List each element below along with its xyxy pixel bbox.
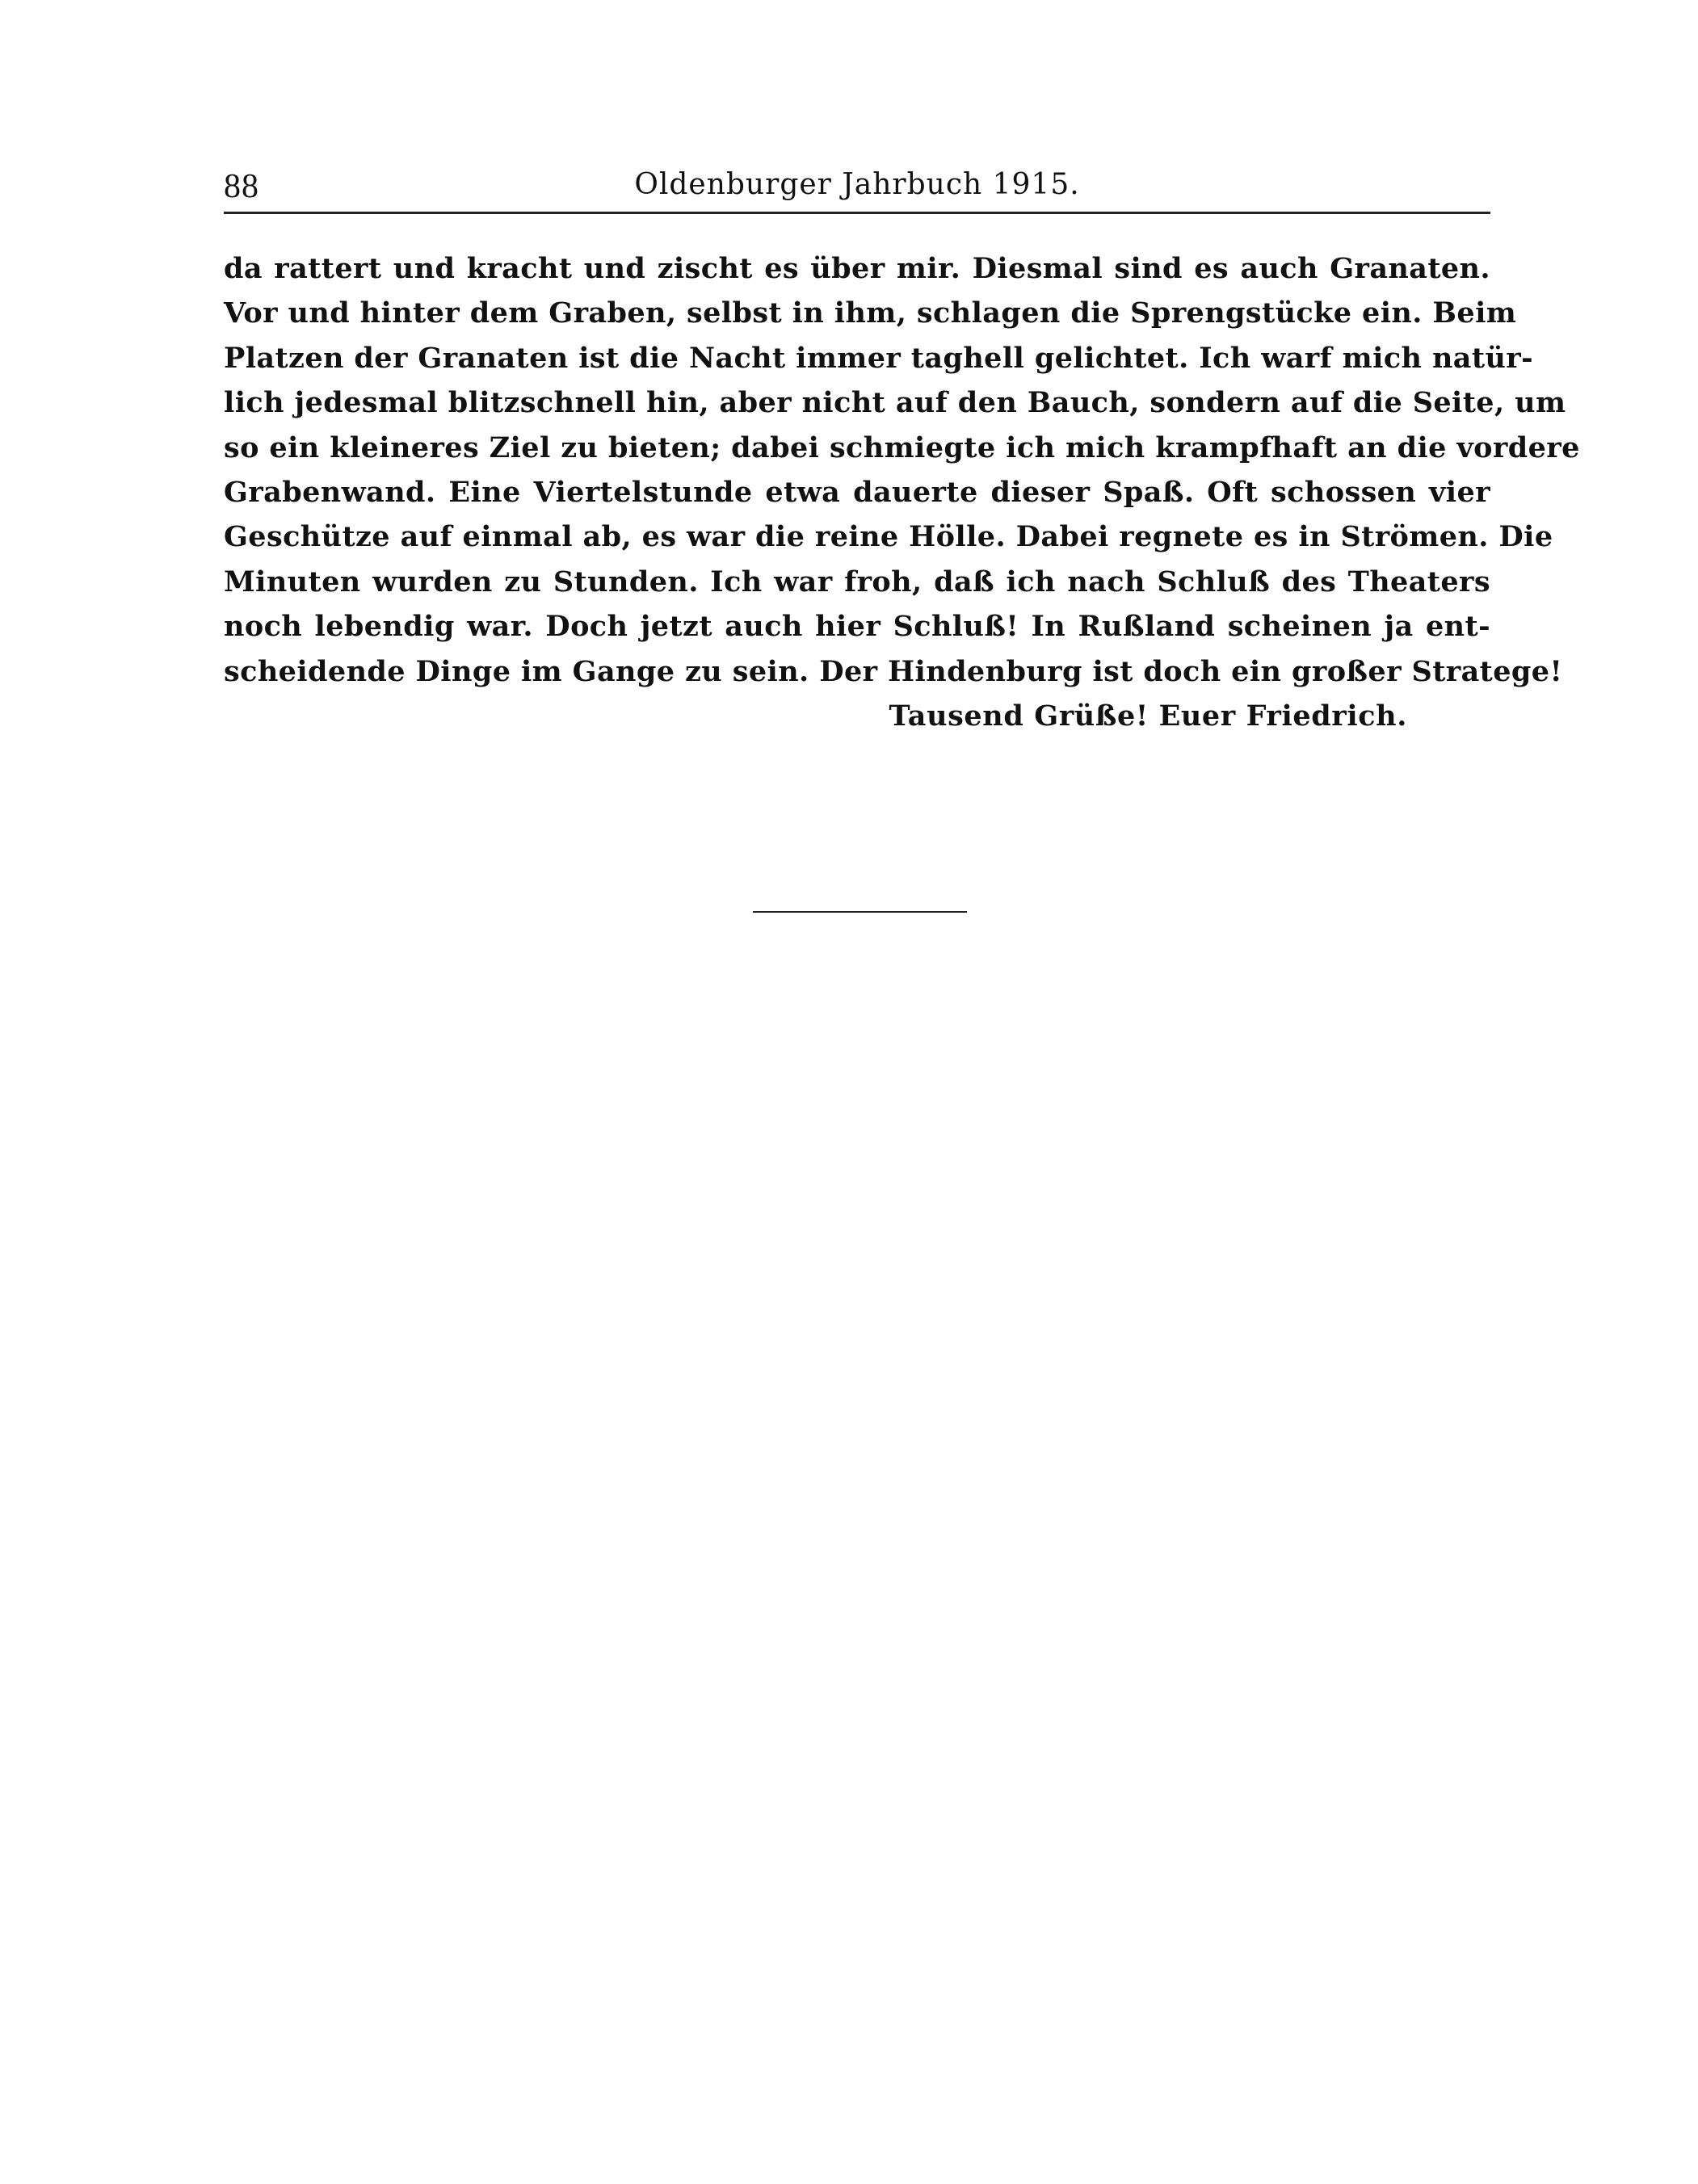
text-line: so ein kleineres Ziel zu bieten; dabei schmiegte ich mich krampfhaft an die vordere [224,430,1580,464]
header-rule [224,212,1490,214]
page-number: 88 [224,168,259,205]
text-line: lich jedesmal blitzschnell hin, aber nicht auf den Bauch, sondern auf die Seite, um [224,386,1566,420]
text-line: da rattert und kracht und zischt es über mir. Diesmal sind es auch Granaten. [224,252,1490,285]
text-line: Vor und hinter dem Graben, selbst in ihm, schlagen die Sprengstücke ein. Beim [224,296,1517,330]
text-line: noch lebendig war. Doch jetzt auch hier Schluß! In Rußland scheinen ja ent- [224,610,1490,644]
text-line: Minuten wurden zu Stunden. Ich war froh, daß ich nach Schluß des Theaters [224,565,1490,598]
page-header [224,158,1490,213]
text-line: Geschütze auf einmal ab, es war die reine Hölle. Dabei regnete es in Strömen. Die [224,520,1553,554]
letter-body [224,246,1580,694]
text-line: Platzen der Granaten ist die Nacht immer taghell gelichtet. Ich warf mich natür- [224,341,1534,375]
end-rule [753,911,967,913]
text-line: Grabenwand. Eine Viertelstunde etwa dauerte dieser Spaß. Oft schossen vier [224,475,1490,509]
letter-signature: Tausend Grüße! Euer Friedrich. [889,699,1407,733]
running-title: Oldenburger Jahrbuch 1915. [634,168,1080,201]
text-line: scheidende Dinge im Gange zu sein. Der Hindenburg ist doch ein großer Stratege! [224,654,1563,688]
